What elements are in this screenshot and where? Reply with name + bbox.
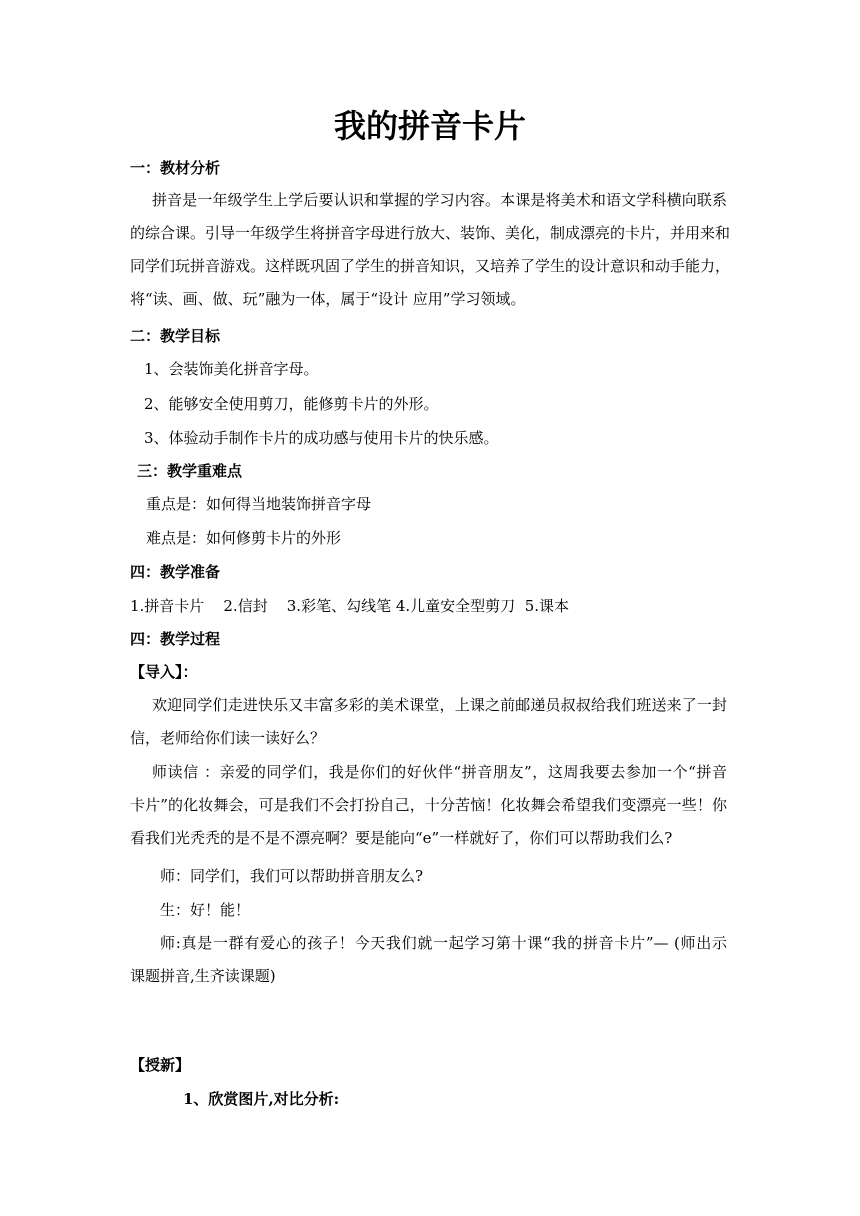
section-heading-key-points: 三：教学重难点	[137, 462, 243, 480]
key-point-item: 难点是：如何修剪卡片的外形	[146, 529, 342, 547]
analysis-paragraph	[130, 184, 731, 316]
new-lesson-heading: 【授新】	[130, 1056, 191, 1074]
section-heading-objectives: 二：教学目标	[130, 327, 221, 345]
intro-paragraph-1	[130, 689, 727, 755]
objective-item: 3、体验动手制作卡片的成功感与使用卡片的快乐感。	[144, 429, 499, 447]
paragraph-line: 的综合课。引导一年级学生将拼音字母进行放大、装饰、美化，制成漂亮的卡片，并用来和	[130, 224, 731, 242]
section-heading-analysis: 一：教材分析	[130, 159, 221, 177]
new-lesson-item: 1、欣赏图片,对比分析:	[183, 1090, 340, 1108]
paragraph-line: 卡片”的化妆舞会，可是我们不会打扮自己，十分苦恼！化妆舞会希望我们变漂亮一些！你	[130, 796, 727, 814]
dialog-line: 生：好！能！	[160, 901, 251, 919]
paragraph-line: 将“读、画、做、玩”融为一体，属于“设计 应用”学习领域。	[130, 290, 526, 308]
objective-item: 2、能够安全使用剪刀，能修剪卡片的外形。	[144, 395, 439, 413]
key-point-item: 重点是：如何得当地装饰拼音字母	[146, 495, 372, 513]
intro-paragraph-3	[130, 927, 727, 993]
page-title: 我的拼音卡片	[333, 107, 526, 145]
paragraph-line: 师:真是一群有爱心的孩子！今天我们就一起学习第十课“我的拼音卡片”— (师出示	[160, 934, 727, 952]
paragraph-line: 看我们光秃秃的是不是不漂亮啊？要是能向“e”一样就好了，你们可以帮助我们么?	[130, 829, 673, 847]
section-heading-process: 四：教学过程	[130, 630, 221, 648]
paragraph-line: 拼音是一年级学生上学后要认识和掌握的学习内容。本课是将美术和语文学科横向联系	[152, 191, 727, 209]
objective-item: 1、会装饰美化拼音字母。	[144, 360, 319, 378]
intro-heading: 【导入】：	[130, 663, 198, 681]
preparation-list: 1.拼音卡片 2.信封 3.彩笔、勾线笔 4.儿童安全型剪刀 5.课本	[130, 597, 570, 615]
paragraph-line: 同学们玩拼音游戏。这样既巩固了学生的拼音知识，又培养了学生的设计意识和动手能力，	[130, 257, 731, 275]
paragraph-line: 欢迎同学们走进快乐又丰富多彩的美术课堂，上课之前邮递员叔叔给我们班送来了一封	[152, 696, 727, 714]
paragraph-line: 课题拼音,生齐读课题)	[130, 967, 276, 985]
paragraph-line: 信，老师给你们读一读好么？	[130, 729, 326, 747]
dialog-line: 师：同学们，我们可以帮助拼音朋友么?	[160, 867, 424, 885]
paragraph-line: 师读信 ：亲爱的同学们，我是你们的好伙伴“拼音朋友”，这周我要去参加一个“拼音	[152, 763, 727, 781]
intro-paragraph-2	[130, 756, 727, 855]
section-heading-preparation: 四：教学准备	[130, 563, 221, 581]
